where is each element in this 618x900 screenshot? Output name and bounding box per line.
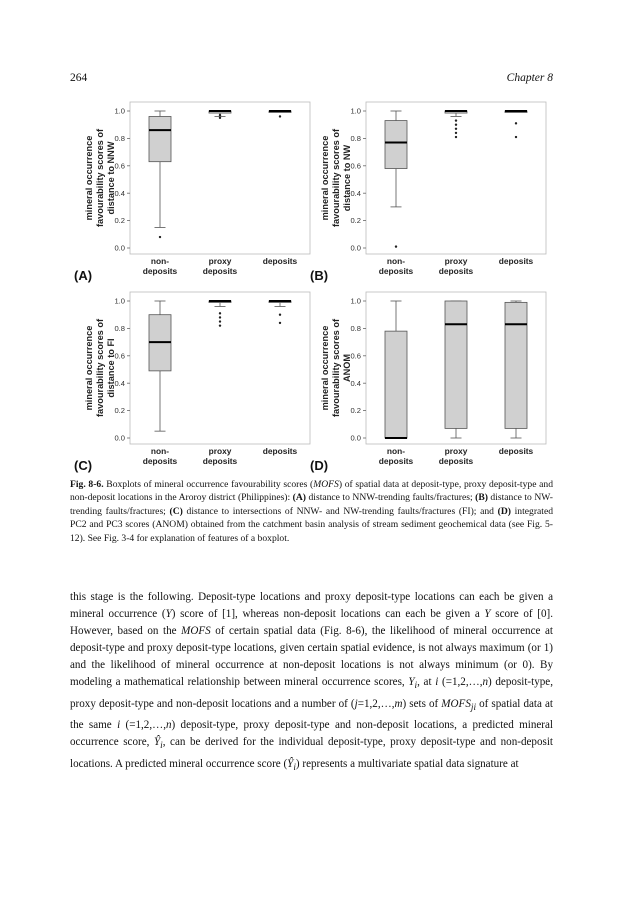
x-category-label: deposits bbox=[438, 456, 474, 466]
y-axis-label: ANOM bbox=[342, 353, 352, 383]
x-category-label: deposits bbox=[142, 456, 178, 466]
y-tick-label: 0.8 bbox=[350, 134, 361, 143]
body-text: of spatial data at the same bbox=[70, 697, 553, 732]
y-axis-label: favourability scores of bbox=[95, 128, 105, 228]
page-header bbox=[70, 72, 553, 88]
outlier-point bbox=[455, 128, 457, 130]
outlier-point bbox=[515, 122, 517, 124]
y-tick-label: 0.8 bbox=[114, 324, 125, 333]
outlier-point bbox=[515, 136, 517, 138]
y-axis-label: distance to NW bbox=[342, 144, 352, 212]
y-tick-label: 0.0 bbox=[350, 433, 361, 443]
body-text: , at bbox=[417, 676, 436, 689]
panel-letter-c: (C) bbox=[74, 458, 93, 473]
outlier-point bbox=[455, 124, 457, 126]
y-tick-label: 0.0 bbox=[114, 243, 125, 253]
x-category-label: proxy bbox=[444, 446, 468, 456]
body-subscript: ji bbox=[470, 703, 477, 713]
x-category-label: non- bbox=[386, 256, 406, 266]
x-category-label: proxy bbox=[208, 446, 232, 456]
y-axis-label: favourability scores of bbox=[331, 318, 341, 418]
y-tick-label: 0.6 bbox=[114, 351, 125, 361]
box-iqr bbox=[445, 301, 467, 428]
body-text: ) deposit-type, proxy deposit-type and non-deposit locations and a number of ( bbox=[70, 676, 553, 710]
box-iqr bbox=[385, 121, 407, 169]
x-category-label: deposits bbox=[142, 266, 178, 276]
body-text: ) represents a multivariate spatial data signature at bbox=[295, 757, 519, 770]
y-tick-label: 1.0 bbox=[350, 106, 361, 116]
box-iqr bbox=[385, 331, 407, 438]
body-symbol: Ŷ bbox=[153, 736, 161, 749]
y-axis-label: mineral occurrence bbox=[84, 135, 94, 221]
outlier-point bbox=[455, 132, 457, 134]
y-tick-label: 0.2 bbox=[114, 406, 125, 416]
x-category-label: deposits bbox=[262, 446, 298, 456]
x-category-label: deposits bbox=[438, 266, 474, 276]
body-text: ) sets of bbox=[402, 697, 442, 710]
body-symbol: Y bbox=[408, 676, 415, 689]
y-axis-label: mineral occurrence bbox=[320, 325, 330, 411]
body-subscript: i bbox=[293, 762, 296, 773]
outlier-point bbox=[219, 117, 221, 119]
caption-text: Boxplots of mineral occurrence favourability scores ( bbox=[103, 479, 314, 490]
y-tick-label: 0.4 bbox=[114, 378, 125, 388]
x-category-label: non- bbox=[150, 256, 170, 266]
body-subscript: i bbox=[414, 681, 418, 692]
outlier-point bbox=[159, 236, 161, 238]
caption-label-d: (D) bbox=[497, 505, 511, 517]
boxplot-chart-a bbox=[74, 100, 320, 285]
y-tick-label: 0.6 bbox=[350, 161, 361, 171]
body-text: ) deposit-type, proxy deposit-type and non-deposit locations, a predicted mineral occurrence score, bbox=[70, 719, 554, 749]
y-axis-label: favourability scores of bbox=[331, 128, 341, 228]
y-tick-label: 1.0 bbox=[114, 296, 125, 306]
y-tick-label: 0.2 bbox=[350, 216, 361, 226]
y-axis-label: distance to NNW bbox=[106, 141, 116, 215]
body-subscript: i bbox=[160, 741, 163, 752]
body-symbol: n bbox=[482, 676, 489, 689]
caption-label-c: (C) bbox=[169, 505, 183, 517]
body-text: ) score of [1], whereas non-deposit locations can each be given a bbox=[171, 608, 485, 621]
y-tick-label: 0.4 bbox=[350, 188, 361, 198]
outlier-point bbox=[455, 119, 457, 121]
x-category-label: non- bbox=[386, 446, 406, 456]
panel-letter-a: (A) bbox=[74, 268, 93, 283]
outlier-point bbox=[219, 114, 221, 116]
y-tick-label: 0.4 bbox=[114, 188, 125, 198]
caption-mofs: MOFS bbox=[313, 479, 339, 490]
x-category-label: deposits bbox=[262, 256, 298, 266]
y-tick-label: 0.8 bbox=[114, 134, 125, 143]
outlier-point bbox=[395, 245, 397, 247]
body-symbol: MOFS bbox=[441, 697, 471, 710]
panel-letter-d: (D) bbox=[310, 458, 329, 473]
x-category-label: deposits bbox=[378, 456, 414, 466]
x-category-label: proxy bbox=[444, 256, 468, 266]
box-iqr bbox=[505, 302, 527, 428]
body-symbol: m bbox=[394, 697, 403, 710]
body-symbol: Ŷ bbox=[287, 757, 294, 770]
y-tick-label: 0.4 bbox=[350, 378, 361, 388]
x-category-label: deposits bbox=[202, 266, 238, 276]
body-text: this stage is the following. Deposit-type locations and proxy deposit-type locations can each be given a mineral occurrence ( bbox=[70, 591, 553, 621]
y-tick-label: 0.8 bbox=[350, 324, 361, 333]
page-number: 264 bbox=[70, 72, 88, 84]
y-axis-label: mineral occurrence bbox=[320, 135, 330, 221]
outlier-point bbox=[219, 320, 221, 322]
x-category-label: proxy bbox=[208, 256, 232, 266]
outlier-point bbox=[279, 314, 281, 316]
body-text: score of [0]. However, based on the bbox=[70, 608, 553, 638]
boxplot-panel-a bbox=[74, 100, 320, 285]
body-symbol: i bbox=[117, 719, 121, 732]
body-text: (=1,2,…, bbox=[438, 676, 483, 689]
caption-text: integrated PC2 and PC3 scores (ANOM) obtained from the catchment basin analysis of stream sediment geochemical data (see Fig. 5-12). See Fig. 3-4 for explanation of features of a boxplot. bbox=[70, 505, 553, 544]
outlier-point bbox=[455, 136, 457, 138]
y-tick-label: 0.6 bbox=[350, 351, 361, 361]
y-tick-label: 1.0 bbox=[350, 296, 361, 306]
body-text: (=1,2,…, bbox=[120, 719, 166, 732]
body-symbol: n bbox=[165, 719, 172, 732]
body-text: , can be derived for the individual deposit-type, proxy deposit-type and non-deposit locations. A predicted mineral occurrence score ( bbox=[70, 736, 553, 770]
y-tick-label: 0.0 bbox=[350, 243, 361, 253]
caption-text: distance to NNW-trending faults/fractures; bbox=[306, 492, 476, 504]
caption-text: distance to intersections of NNW- and NW-trending faults/fractures (FI); and bbox=[182, 505, 498, 517]
x-category-label: non- bbox=[150, 446, 170, 456]
boxplot-chart-d bbox=[310, 290, 556, 475]
y-tick-label: 0.2 bbox=[114, 216, 125, 226]
boxplot-panel-c bbox=[74, 290, 320, 475]
caption-text: ) of spatial data at deposit-type, proxy deposit-type and non-deposit locations in the Aroroy district (Philippines): bbox=[70, 479, 553, 504]
boxplot-chart-c bbox=[74, 290, 320, 475]
figure-caption bbox=[70, 478, 553, 545]
y-axis-label: mineral occurrence bbox=[84, 325, 94, 411]
body-paragraph bbox=[70, 589, 553, 777]
boxplot-chart-b bbox=[310, 100, 556, 285]
y-axis-label: distance to FI bbox=[106, 338, 116, 398]
body-text: of certain spatial data (Fig. 8-6), the likelihood of mineral occurrence at deposit-type and proxy deposit-type locations, given certain spatial evidence, is not always maximum (or 1) and the likelihood of mineral occurrence at non-deposit locations is not always minimum (or 0). By modeling a mathematical relationship between mineral occurrence scores, bbox=[70, 625, 553, 689]
y-tick-label: 0.2 bbox=[350, 406, 361, 416]
outlier-point bbox=[219, 324, 221, 326]
x-category-label: deposits bbox=[378, 266, 414, 276]
x-category-label: deposits bbox=[202, 456, 238, 466]
boxplot-panel-b bbox=[310, 100, 556, 285]
y-tick-label: 0.6 bbox=[114, 161, 125, 171]
caption-label-b: (B) bbox=[475, 492, 488, 504]
boxplot-panel-d bbox=[310, 290, 556, 475]
outlier-point bbox=[219, 312, 221, 314]
body-symbol: MOFS bbox=[181, 625, 211, 638]
body-symbol: j bbox=[354, 697, 358, 710]
caption-fig-label: Fig. 8-6. bbox=[70, 479, 104, 490]
y-tick-label: 1.0 bbox=[114, 106, 125, 116]
panel-letter-b: (B) bbox=[310, 268, 329, 283]
chapter-title: Chapter 8 bbox=[506, 72, 553, 84]
box-iqr bbox=[149, 116, 171, 161]
caption-label-a: (A) bbox=[292, 492, 306, 504]
x-category-label: deposits bbox=[498, 256, 534, 266]
y-axis-label: favourability scores of bbox=[95, 318, 105, 418]
y-tick-label: 0.0 bbox=[114, 433, 125, 443]
body-symbol: i bbox=[435, 676, 439, 689]
body-text: =1,2,…, bbox=[357, 697, 395, 710]
outlier-point bbox=[279, 115, 281, 117]
body-symbol: Y bbox=[484, 608, 491, 621]
x-category-label: deposits bbox=[498, 446, 534, 456]
outlier-point bbox=[219, 316, 221, 318]
outlier-point bbox=[279, 322, 281, 324]
caption-text: distance to NW-trending faults/fractures; bbox=[70, 492, 553, 517]
body-symbol: Y bbox=[165, 608, 172, 621]
